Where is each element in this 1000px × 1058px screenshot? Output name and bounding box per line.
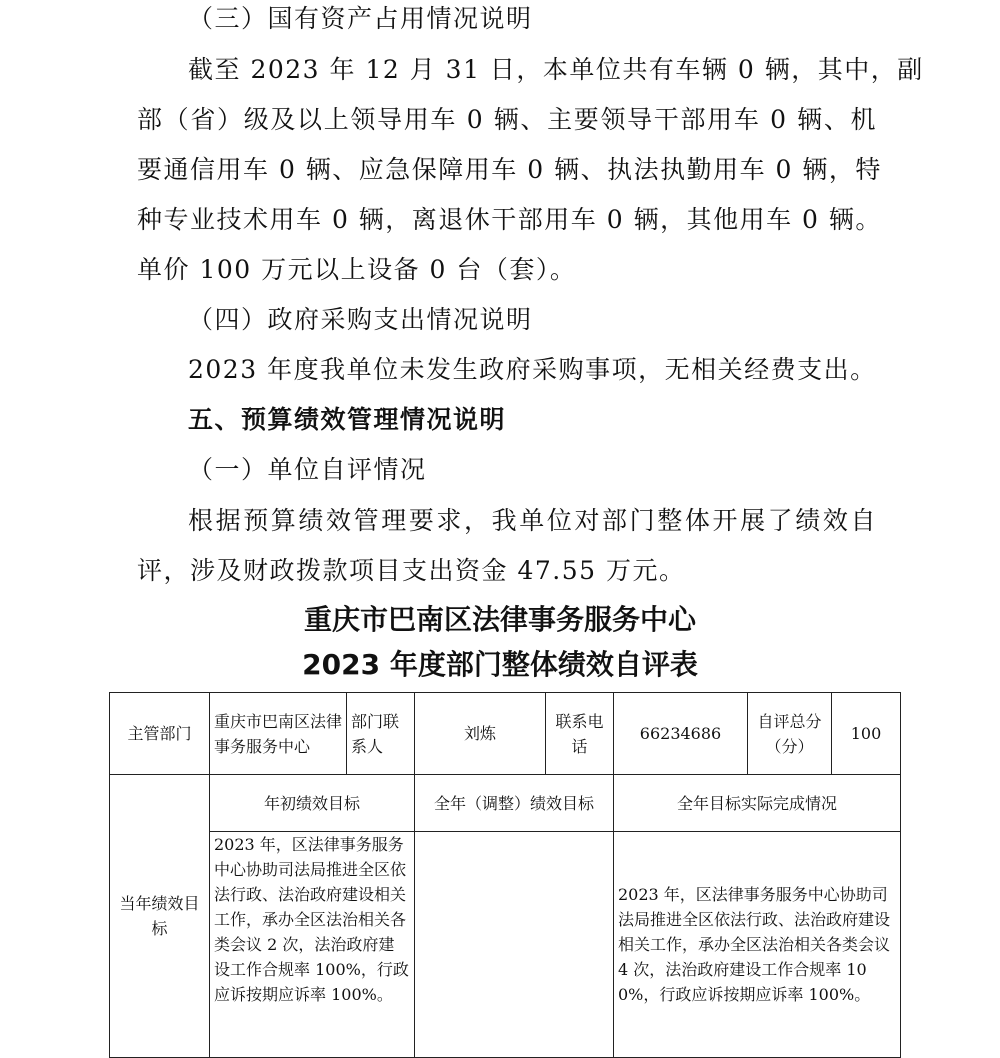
section-3-line-4: 种专业技术用车 0 辆，离退休干部用车 0 辆，其他用车 0 辆。: [137, 205, 882, 234]
evaluation-table: [109, 692, 901, 1058]
initial-goal-header: 年初绩效目标: [210, 775, 415, 832]
dept-value: 重庆市巴南区法律事务服务中心: [210, 693, 347, 775]
contact-value: 刘炼: [415, 693, 546, 775]
section-5-line-2: 评，涉及财政拨款项目支出资金 47.55 万元。: [137, 556, 686, 585]
table-row: [110, 693, 901, 775]
table-title-line-2: 2023 年度部门整体绩效自评表: [302, 648, 698, 681]
table-row: [110, 832, 901, 1058]
initial-goal-text: 2023 年，区法律事务服务中心协助司法局推进全区依法行政、法治政府建设相关工作，承办全区法治相关各类会议 2 次，法治政府建设工作合规率 100%，行政应诉按期应诉率 100%。: [210, 832, 415, 1058]
actual-header: 全年目标实际完成情况: [614, 775, 901, 832]
phone-value: 66234686: [614, 693, 748, 775]
phone-label: 联系电话: [546, 693, 614, 775]
section-3-line-3: 要通信用车 0 辆、应急保障用车 0 辆、执法执勤用车 0 辆，特: [137, 155, 882, 184]
annual-goal-label: 当年绩效目标: [110, 775, 210, 1058]
contact-label: 部门联系人: [347, 693, 415, 775]
table-title-line-1: 重庆市巴南区法律事务服务中心: [303, 603, 696, 636]
score-label: 自评总分（分）: [748, 693, 832, 775]
section-3-line-2: 部（省）级及以上领导用车 0 辆、主要领导干部用车 0 辆、机: [137, 105, 877, 134]
section-5-heading: 五、预算绩效管理情况说明: [188, 405, 507, 434]
section-3-line-5: 单价 100 万元以上设备 0 台（套）。: [137, 255, 577, 284]
section-3-heading: （三）国有资产占用情况说明: [188, 4, 533, 33]
adjusted-goal-header: 全年（调整）绩效目标: [415, 775, 614, 832]
adjusted-goal-text: [415, 832, 614, 1058]
section-3-line-1: 截至 2023 年 12 月 31 日，本单位共有车辆 0 辆，其中，副: [188, 55, 924, 84]
dept-label: 主管部门: [110, 693, 210, 775]
section-4-text: 2023 年度我单位未发生政府采购事项，无相关经费支出。: [188, 355, 877, 384]
section-5-sub-heading: （一）单位自评情况: [188, 455, 427, 484]
section-4-heading: （四）政府采购支出情况说明: [188, 305, 533, 334]
table-row: [110, 775, 901, 832]
score-value: 100: [832, 693, 901, 775]
actual-text: 2023 年，区法律事务服务中心协助司法局推进全区依法行政、法治政府建设相关工作，承办全区法治相关各类会议 4 次，法治政府建设工作合规率 100%，行政应诉按期应诉率 100%。: [614, 832, 901, 1058]
section-5-line-1: 根据预算绩效管理要求，我单位对部门整体开展了绩效自: [188, 506, 877, 535]
